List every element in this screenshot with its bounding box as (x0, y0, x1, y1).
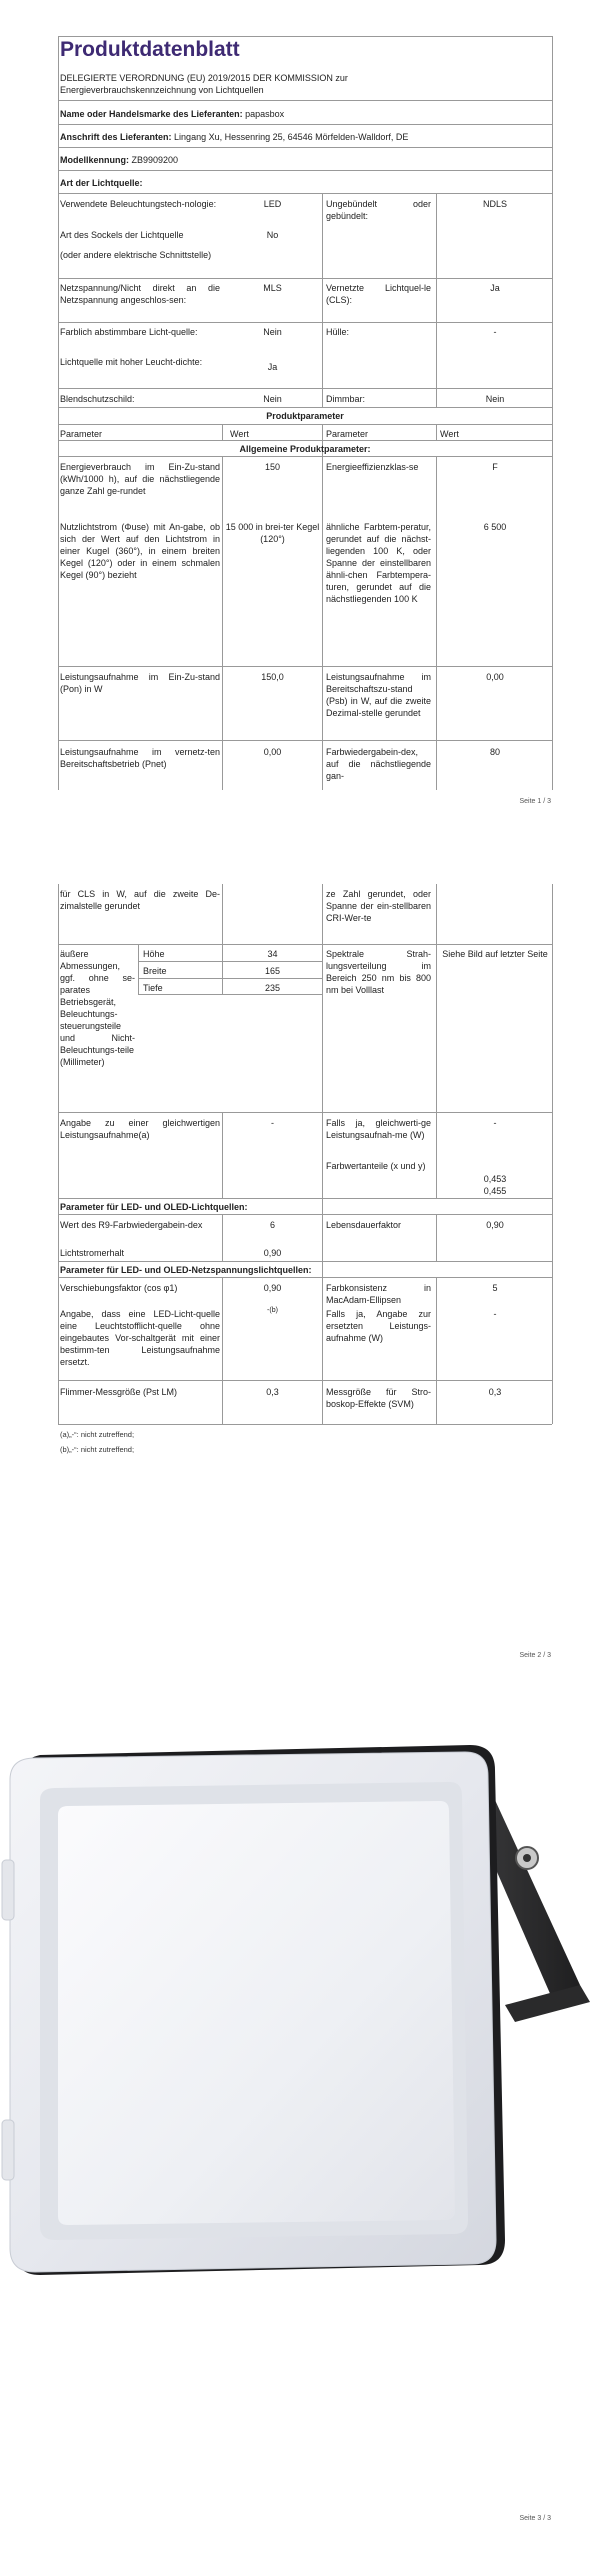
type-label: Art der Lichtquelle: (60, 178, 143, 188)
col-param: Parameter (60, 429, 103, 439)
address-row (60, 131, 408, 143)
pf-value: 0,90 (263, 1283, 282, 1293)
address-value: Lingang Xu, Hessenring 25, 64546 Mörfelden-Walldorf, DE (174, 132, 409, 142)
energy-class-label: Energieeffizienzklas-se (326, 462, 419, 472)
spd-value: Siehe Bild auf letzter Seite (442, 949, 548, 959)
lighting-tech-label: Verwendete Beleuchtungstech-nologie: (60, 199, 217, 209)
pnet-label-cont: für CLS in W, auf die zweite De-zimalstelle gerundet (60, 889, 220, 911)
envelope-value: - (493, 327, 497, 337)
beam-type-value: NDLS (482, 199, 507, 209)
dims-label: äußere Abmessungen, ggf. ohne se-parates Betriebsgerät, Beleuchtungs-steuerungsteile und Nicht-Beleuchtungs-teile (Millimeter) (60, 949, 135, 1067)
envelope-label: Hülle: (326, 327, 350, 337)
r9-value: 6 (269, 1220, 275, 1230)
cls-value: Ja (490, 283, 500, 293)
pon-label: Leistungsaufnahme im Ein-Zu-stand (Pon) in W (60, 672, 220, 694)
model-label: Modellkennung: (60, 155, 129, 165)
replace-power-label: Falls ja, Angabe zur ersetzten Leistungs-aufnahme (W) (326, 1309, 431, 1343)
lens-glass (58, 1801, 455, 2225)
depth-value: 235 (264, 983, 281, 993)
macadam-label: Farbkonsistenz in MacAdam-Ellipsen (326, 1283, 431, 1305)
psb-label: Leistungsaufnahme im Bereitschaftszu-stand (Psb) in W, auf die zweite Dezimal-stelle gerundet (326, 672, 431, 718)
regulation-line-1: DELEGIERTE VERORDNUNG (EU) 2019/2015 DER KOMMISSION zur (60, 73, 348, 83)
chroma-y-value: 0,455 (483, 1186, 507, 1196)
page-1-footer: Seite 1 / 3 (519, 798, 551, 805)
replace-label: Angabe, dass eine LED-Licht-quelle eine Leuchtstofflicht-quelle ohne eingebautes Vor-schaltgerät mit einer bestimm-ten Leistungsaufnahme ersetzt. (60, 1309, 220, 1367)
spd-label: Spektrale Strah-lungsverteilung im Bereich 250 nm bis 800 nm bei Volllast (326, 949, 431, 995)
general-params-heading: Allgemeine Produktparameter: (239, 444, 371, 454)
document-title: Produktdatenblatt (60, 38, 240, 61)
model-value: ZB9909200 (131, 155, 179, 165)
led-params-heading: Parameter für LED- und OLED-Lichtquellen: (60, 1202, 248, 1212)
lighting-tech-value: LED (263, 199, 282, 209)
flicker-label: Flimmer-Messgröße (Pst LM) (60, 1387, 178, 1397)
cct-label: ähnliche Farbtem-peratur, gerundet auf die nächst-liegenden 100 K, oder Spanne der einstellbaren ähnli-chen Farbtempera-turen, gerundet auf die nächstliegenden 100 K (326, 522, 431, 604)
dimmable-label: Dimmbar: (326, 394, 366, 404)
width-value: 165 (264, 966, 281, 976)
bracket-foot (505, 1985, 590, 2022)
chroma-x-value: 0,453 (483, 1174, 507, 1184)
height-value: 34 (267, 949, 278, 959)
pnet-value: 0,00 (263, 747, 282, 757)
psb-value: 0,00 (486, 672, 504, 682)
energy-class-value: F (492, 462, 498, 472)
height-label: Höhe (143, 949, 165, 959)
col-param-2: Parameter (326, 429, 369, 439)
beam-type-label: Ungebündelt oder gebündelt: (326, 199, 431, 221)
supplier-value: papasbox (245, 109, 285, 119)
cap-type-note: (oder andere elektrische Schnittstelle) (60, 250, 212, 260)
footnote-a: (a)„-“: nicht zutreffend; (60, 1430, 135, 1439)
params-heading: Produktparameter (266, 411, 344, 421)
pnet-label: Leistungsaufnahme im vernetz-ten Bereitschaftsbetrieb (Pnet) (60, 747, 220, 769)
maint-value: 0,90 (263, 1248, 282, 1258)
cls-label: Vernetzte Lichtquel-le (CLS): (326, 283, 431, 305)
glare-shield-label: Blendschutzschild: (60, 394, 135, 404)
chroma-label: Farbwertanteile (x und y) (326, 1161, 426, 1171)
regulation-line-2: Energieverbrauchskennzeichnung von Lichtquellen (60, 85, 264, 95)
high-luminance-label: Lichtquelle mit hoher Leucht-dichte: (60, 357, 203, 367)
tunable-value: Nein (263, 327, 282, 337)
cri-value: 80 (489, 747, 500, 757)
depth-label: Tiefe (143, 983, 163, 993)
energy-label: Energieverbrauch im Ein-Zu-stand (kWh/1000 h), auf die nächstliegende ganze Zahl ge-rundet (60, 462, 220, 496)
pon-value: 150,0 (261, 672, 284, 682)
equiv-power-label: Falls ja, gleichwerti-ge Leistungsaufnah-me (W) (326, 1118, 431, 1140)
glare-shield-value: Nein (263, 394, 282, 404)
life-label: Lebensdauerfaktor (326, 1220, 402, 1230)
side-clip-top (2, 1860, 14, 1920)
mains-label: Netzspannung/Nicht direkt an die Netzspannung angeschlos-sen: (60, 283, 220, 305)
cap-type-label: Art des Sockels der Lichtquelle (60, 230, 184, 240)
page-2-footer: Seite 2 / 3 (519, 1652, 551, 1659)
floodlight-illustration (0, 1740, 603, 2300)
mains-params-heading: Parameter für LED- und OLED-Netzspannungslichtquellen: (60, 1265, 312, 1275)
strobo-label: Messgröße für Stro-boskop-Effekte (SVM) (326, 1387, 431, 1409)
tunable-label: Farblich abstimmbare Licht-quelle: (60, 327, 198, 337)
side-clip-bottom (2, 2120, 14, 2180)
equiv-power-value: - (493, 1118, 497, 1128)
high-luminance-value: Ja (267, 362, 278, 372)
page-3-footer: Seite 3 / 3 (519, 2515, 551, 2522)
cri-label: Farbwiedergabein-dex, auf die nächstliegende gan- (326, 747, 431, 781)
macadam-value: 5 (492, 1283, 498, 1293)
energy-value: 150 (264, 462, 281, 472)
flux-label: Nutzlichtstrom (Φuse) mit An-gabe, ob sich der Wert auf den Lichtstrom in einer Kugel (360°), in einem breiten Kegel (120°) oder in einem schmalen Kegel (90°) bezieht (60, 522, 220, 580)
r9-label: Wert des R9-Farbwiedergabein-dex (60, 1220, 203, 1230)
dimmable-value: Nein (485, 394, 505, 404)
supplier-row (60, 108, 284, 120)
col-value: Wert (230, 429, 249, 439)
equiv-label: Angabe zu einer gleichwertigen Leistungsaufnahme(a) (60, 1118, 220, 1140)
footnote-b: (b)„-“: nicht zutreffend; (60, 1445, 135, 1454)
strobo-value: 0,3 (488, 1387, 502, 1397)
width-label: Breite (143, 966, 167, 976)
flicker-value: 0,3 (266, 1387, 279, 1397)
model-row (60, 154, 178, 166)
flux-value: 15 000 in brei-ter Kegel (120°) (225, 522, 320, 544)
maint-label: Lichtstromerhalt (60, 1248, 125, 1258)
cap-type-value: No (266, 230, 279, 240)
equiv-value: - (271, 1118, 274, 1128)
floodlight-product-image (0, 1740, 603, 2300)
replace-value: -(b) (267, 1307, 278, 1314)
col-value-2: Wert (440, 429, 459, 439)
mains-value: MLS (263, 283, 282, 293)
replace-power-value: - (493, 1309, 497, 1319)
pf-label: Verschiebungsfaktor (cos φ1) (60, 1283, 178, 1293)
supplier-label: Name oder Handelsmarke des Lieferanten: (60, 109, 243, 119)
address-label: Anschrift des Lieferanten: (60, 132, 172, 142)
cri-label-cont: ze Zahl gerundet, oder Spanne der ein-stellbaren CRI-Wer-te (326, 889, 431, 923)
cct-value: 6 500 (483, 522, 507, 532)
life-value: 0,90 (486, 1220, 504, 1230)
